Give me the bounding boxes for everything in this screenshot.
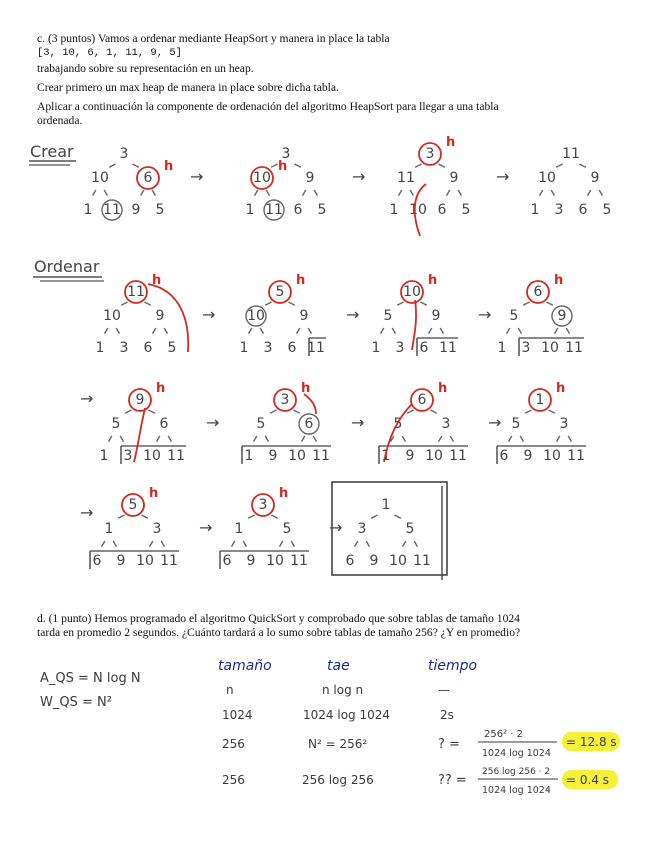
heap-node: 5 [275,284,285,300]
heap-node: 1 [381,497,391,513]
d-line-1: d. (1 punto) Hemos programado el algoritmo QuickSort y comprobado que sobre tablas de tamaño 1024 [37,612,520,625]
heap-node: 10 [425,448,443,464]
heap-node: 6 [143,340,153,356]
heap-node: 1 [381,448,391,464]
row-3 [222,767,618,796]
heap-node: 3 [152,521,162,537]
row-0-tae: n log n [322,683,364,697]
ordenar-label: Ordenar [34,257,100,276]
heap-node: 10 [543,448,561,464]
heap-node: 11 [449,448,467,464]
heap-tree-11 [497,381,586,464]
heap-node: 11 [127,284,145,300]
h-label: h [446,135,456,150]
wqs-formula: W_QS = N² [40,695,112,710]
row-3-time: ?? = [438,773,467,788]
c-line-4: Crear primero un max heap de manera in place sobre dicha tabla. [37,81,339,94]
heap-node: 3 [559,416,569,432]
heap-node: 10 [538,170,556,186]
heap-node: 6 [293,202,303,218]
heap-node: 3 [119,146,129,162]
arrow-icon: → [488,413,502,432]
heap-node: 9 [557,308,567,324]
h-label: h [164,159,174,174]
heap-node: 11 [562,146,580,162]
heap-node: 5 [393,416,403,432]
heap-node: 1 [530,202,540,218]
heap-node: 9 [155,308,165,324]
heap-node: 11 [413,553,431,569]
h-label: h [156,381,166,396]
h-label: h [556,381,566,396]
heap-node: 5 [317,202,327,218]
row-1-size: 1024 [222,708,253,722]
heap-node: 3 [395,340,405,356]
heap-node: 6 [578,202,588,218]
arrow-icon: → [80,389,94,408]
swap-arrow [412,300,416,350]
heap-node: 6 [437,202,447,218]
h-label: h [554,273,564,288]
row-2-tae: N² = 256² [308,737,368,751]
heap-node: 10 [253,170,271,186]
arrow-icon: → [199,518,213,537]
row-2 [222,729,620,759]
heap-tree-9 [242,381,364,464]
heap-node: 1 [99,448,109,464]
row-2-den: 1024 log 1024 [482,748,551,759]
heap-node: 6 [159,416,169,432]
c-line-6: ordenada. [37,114,83,127]
heap-trees [80,135,611,569]
heap-node: 9 [131,202,141,218]
h-label: h [278,159,288,174]
heap-node: 6 [92,553,102,569]
heap-node: 5 [383,308,393,324]
heap-node: 10 [136,553,154,569]
heap-node: 9 [590,170,600,186]
heap-node: 10 [541,340,559,356]
heap-tree-6 [372,273,492,356]
heap-node: 10 [266,553,284,569]
heap-node: 6 [345,553,355,569]
heap-tree-1 [246,146,366,220]
heap-node: 9 [116,553,126,569]
h-label: h [438,381,448,396]
heap-node: 5 [405,521,415,537]
heap-node: 10 [103,308,121,324]
heap-node: 1 [83,202,93,218]
heap-node: 3 [119,340,129,356]
arrow-icon: → [190,167,204,186]
c-table: [3, 10, 6, 1, 11, 9, 5] [37,47,182,59]
heap-tree-3 [531,146,612,218]
heap-tree-7 [498,273,584,356]
heap-node: 10 [403,284,421,300]
heap-node: 11 [265,202,283,218]
row-2-time: ? = [438,737,460,752]
heap-node: 6 [533,284,543,300]
heap-tree-13 [220,486,342,569]
arrow-icon: → [496,167,510,186]
heap-node: 3 [123,448,133,464]
h-label: h [296,273,306,288]
heap-node: 9 [299,308,309,324]
row-2-num: 256² · 2 [484,729,523,740]
heap-node: 6 [499,448,509,464]
heap-node: 9 [246,553,256,569]
heap-node: 10 [91,170,109,186]
heap-tree-0 [84,146,204,220]
heap-node: 6 [287,340,297,356]
heap-node: 6 [143,170,153,186]
heap-node: 11 [307,340,325,356]
row-3-tae: 256 log 256 [302,773,374,787]
row-2-size: 256 [222,737,245,751]
heap-tree-12 [90,486,212,569]
c-line-5: Aplicar a continuación la componente de ordenación del algoritmo HeapSort para llegar a una tabla [37,100,499,113]
heap-node: 1 [239,340,249,356]
col-tamano: tamaño [218,658,272,674]
heap-node: 5 [155,202,165,218]
row-3-result: = 0.4 s [566,773,610,787]
heap-node: 5 [461,202,471,218]
row-3-size: 256 [222,773,245,787]
row-1-time: 2s [440,708,454,722]
arrow-icon: → [351,413,365,432]
heap-node: 1 [104,521,114,537]
heap-node: 9 [135,392,145,408]
row-2-result: = 12.8 s [566,735,617,749]
heap-node: 1 [95,340,105,356]
heap-node: 10 [143,448,161,464]
heap-node: 9 [305,170,315,186]
h-label: h [279,486,289,501]
heap-node: 9 [449,170,459,186]
heap-tree-2 [390,135,510,218]
heap-node: 3 [258,497,268,513]
crear-label: Crear [30,142,74,161]
arrow-icon: → [80,503,94,522]
heap-node: 11 [167,448,185,464]
heap-node: 5 [167,340,177,356]
heap-node: 9 [431,308,441,324]
heap-node: 10 [409,202,427,218]
heap-tree-8 [100,381,220,464]
heap-node: 5 [256,416,266,432]
aqs-formula: A_QS = N log N [40,671,141,686]
heap-node: 1 [244,448,254,464]
row-0-size: n [226,683,234,697]
col-tiempo: tiempo [428,658,478,674]
heap-node: 1 [245,202,255,218]
heap-node: 1 [371,340,381,356]
heap-node: 3 [521,340,531,356]
arrow-icon: → [202,305,216,324]
heap-tree-14 [346,497,431,569]
heap-node: 11 [290,553,308,569]
heap-node: 3 [263,340,273,356]
heap-node: 3 [357,521,367,537]
heap-node: 5 [509,308,519,324]
row-3-den: 1024 log 1024 [482,785,551,796]
heap-node: 11 [103,202,121,218]
col-tae: tae [327,658,350,674]
heap-node: 11 [439,340,457,356]
heap-node: 9 [268,448,278,464]
h-label: h [428,273,438,288]
arrow-icon: → [329,518,343,537]
arrow-icon: → [478,305,492,324]
arrow-icon: → [346,305,360,324]
h-label: h [149,486,159,501]
heap-tree-5 [240,273,360,356]
heap-node: 3 [425,146,435,162]
heap-node: 9 [369,553,379,569]
arrow-icon: → [206,413,220,432]
heap-node: 1 [234,521,244,537]
heap-node: 6 [419,340,429,356]
heap-node: 10 [288,448,306,464]
swap-arrow [304,394,316,414]
heap-node: 3 [280,392,290,408]
heap-node: 1 [497,340,507,356]
heap-node: 9 [405,448,415,464]
row-1-tae: 1024 log 1024 [303,708,390,722]
heap-node: 11 [312,448,330,464]
row-0-time: — [438,683,450,697]
heap-node: 10 [247,308,265,324]
row-1 [222,708,454,722]
heap-node: 1 [535,392,545,408]
heap-node: 11 [565,340,583,356]
row-0 [226,683,450,697]
heap-node: 5 [282,521,292,537]
heap-node: 5 [128,497,138,513]
d-line-2: tarda en promedio 2 segundos. ¿Cuánto tardará a lo sumo sobre tablas de tamaño 256? ¿Y en promedio? [37,626,521,639]
heap-node: 11 [567,448,585,464]
heap-node: 5 [602,202,612,218]
heap-node: 9 [523,448,533,464]
heap-node: 5 [511,416,521,432]
heap-node: 10 [389,553,407,569]
heap-node: 6 [222,553,232,569]
heap-node: 11 [397,170,415,186]
heap-node: 1 [389,202,399,218]
c-line-1: c. (3 puntos) Vamos a ordenar mediante HeapSort y manera in place la tabla [37,32,390,45]
heap-node: 6 [304,416,314,432]
heap-node: 11 [160,553,178,569]
arrow-icon: → [352,167,366,186]
heap-node: 6 [417,392,427,408]
h-label: h [301,381,311,396]
heap-node: 5 [111,416,121,432]
row-3-num: 256 log 256 · 2 [482,767,551,777]
h-label: h [152,273,162,288]
heap-node: 3 [441,416,451,432]
c-line-3: trabajando sobre su representación en un heap. [37,62,254,75]
heap-node: 3 [554,202,564,218]
heap-node: 3 [281,146,291,162]
